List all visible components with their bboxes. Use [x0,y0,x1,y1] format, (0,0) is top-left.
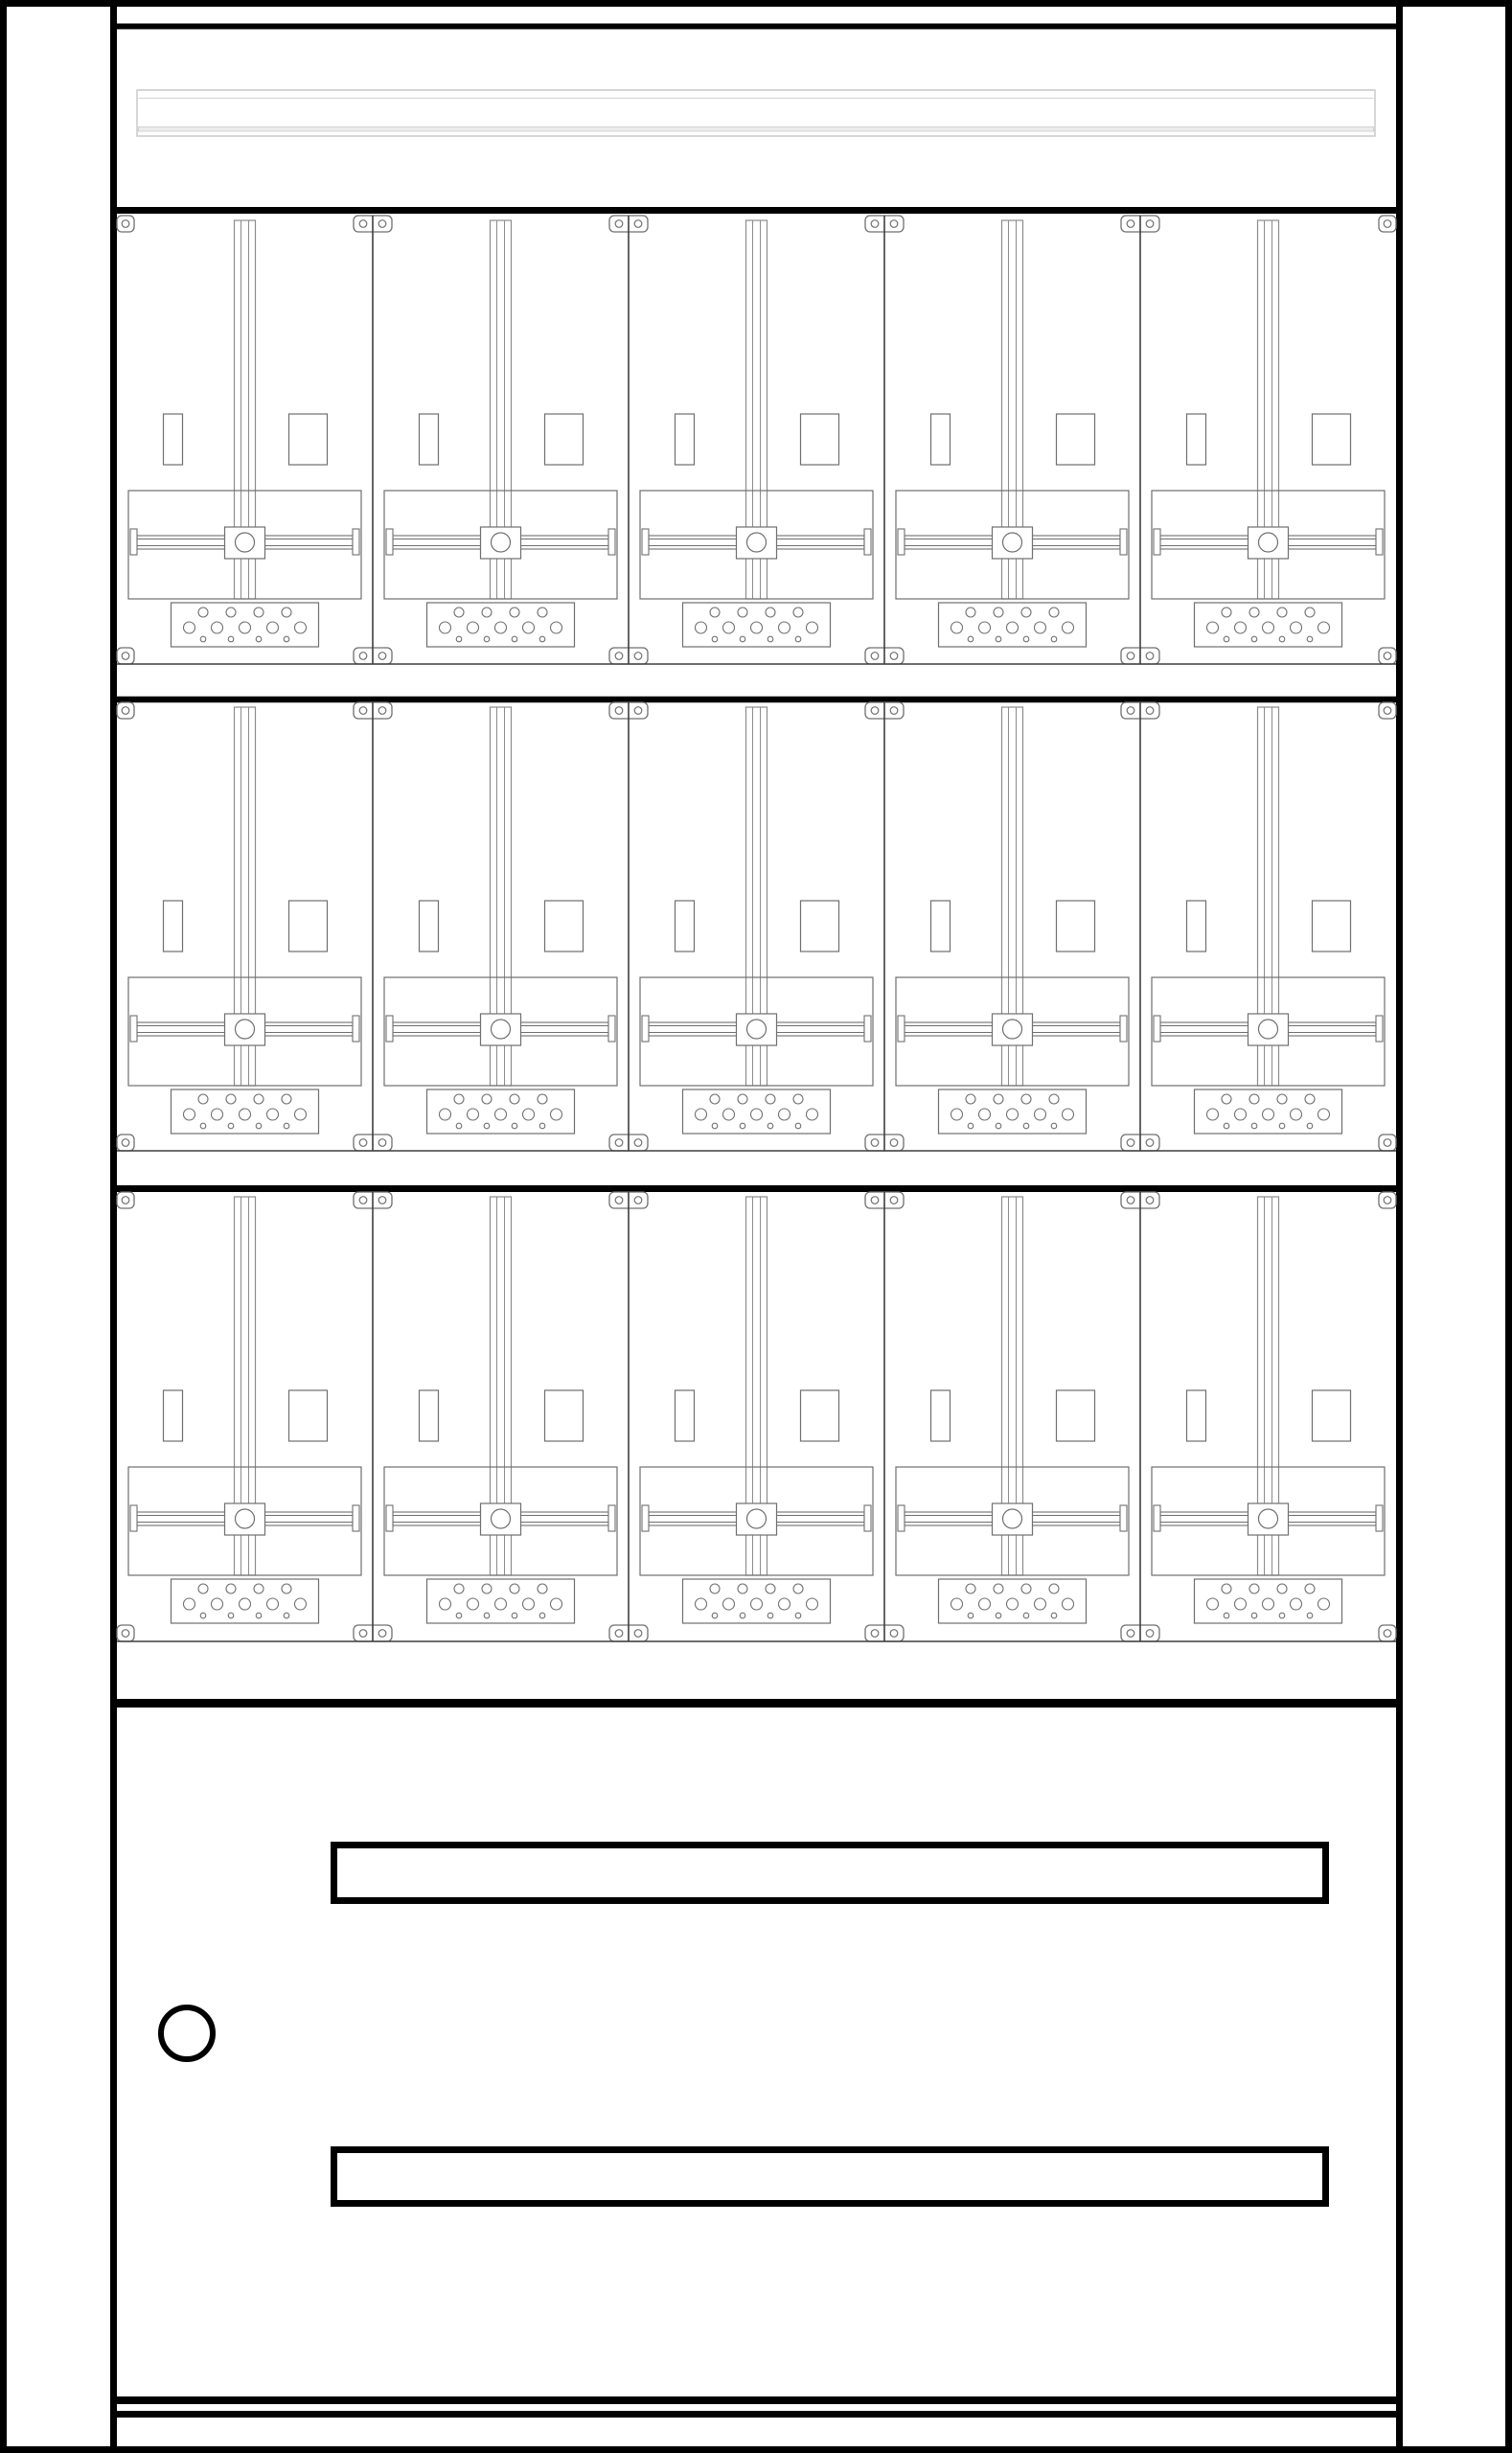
fixing-slot-left [164,414,183,465]
fixing-slot-right [1057,414,1095,465]
upper-blanking-strip [334,1845,1326,1901]
fixing-slot-right [1313,414,1351,465]
meter-rows [117,216,1396,1641]
fixing-slot-right [801,414,839,465]
label-strip-groove-bottom [139,127,1374,132]
mounting-tab [117,1192,134,1208]
meter-row-1 [117,216,1396,664]
meter-fixing-block [481,1014,521,1045]
terminal-cover [172,1089,319,1134]
crossbar-end-bracket [642,1505,649,1531]
fixing-slot-right [545,1390,584,1441]
meter-fixing-block [993,527,1033,559]
mounting-tab [1379,702,1396,719]
crossbar-end-bracket [1120,1505,1127,1531]
meter-field [640,1197,873,1623]
fixing-slot-left [1187,414,1206,465]
terminal-cover [172,603,319,647]
fixing-slot-right [289,414,328,465]
crossbar-end-bracket [1154,1016,1160,1042]
fixing-slot-left [164,1390,183,1441]
meter-row-2 [117,702,1396,1151]
crossbar-end-bracket [864,1016,871,1042]
meter-field [896,707,1129,1134]
fixing-slot-left [676,901,695,951]
crossbar-end-bracket [386,1016,393,1042]
crossbar-end-bracket [353,1016,359,1042]
fixing-slot-left [676,1390,695,1441]
header-panel [137,90,1375,136]
fixing-slot-right [289,1390,328,1441]
meter-fixing-block [993,1014,1033,1045]
fixing-slot-right [801,1390,839,1441]
terminal-cover [683,1579,831,1623]
meter-fixing-block [225,1014,265,1045]
terminal-cover [172,1579,319,1623]
fixing-slot-left [931,1390,951,1441]
crossbar-end-bracket [1376,1505,1383,1531]
terminal-cover [1195,1579,1342,1623]
fixing-slot-left [420,901,439,951]
meter-fixing-block [1249,527,1289,559]
crossbar-end-bracket [608,529,615,555]
terminal-cover [1195,603,1342,647]
meter-field [384,220,617,647]
fixing-slot-left [164,901,183,951]
fixing-slot-right [801,901,839,951]
crossbar-end-bracket [1376,1016,1383,1042]
crossbar-end-bracket [642,1016,649,1042]
mounting-tab [1379,216,1396,232]
meter-field [896,1197,1129,1623]
meter-field [128,1197,361,1623]
bottom-door-panel [161,1845,1326,2204]
meter-field [640,220,873,647]
mounting-tab [117,1135,134,1151]
fixing-slot-left [931,414,951,465]
meter-fixing-block [225,1503,265,1535]
crossbar-end-bracket [898,529,905,555]
crossbar-end-bracket [130,529,137,555]
meter-fixing-block [1249,1014,1289,1045]
crossbar-end-bracket [386,529,393,555]
fixing-slot-left [676,414,695,465]
crossbar-end-bracket [1154,529,1160,555]
terminal-cover [683,603,831,647]
crossbar-end-bracket [898,1016,905,1042]
meter-fixing-block [993,1503,1033,1535]
terminal-cover [427,603,575,647]
mounting-tab [117,1625,134,1641]
lock-hole [161,2007,213,2059]
crossbar-end-bracket [864,529,871,555]
meter-field [128,707,361,1134]
fixing-slot-right [1313,1390,1351,1441]
meter-field [640,707,873,1134]
fixing-slot-left [1187,901,1206,951]
fixing-slot-left [420,1390,439,1441]
meter-row-3 [117,1192,1396,1641]
fixing-slot-right [289,901,328,951]
terminal-cover [1195,1089,1342,1134]
fixing-slot-left [1187,1390,1206,1441]
terminal-cover [683,1089,831,1134]
meter-fixing-block [737,1503,777,1535]
crossbar-end-bracket [864,1505,871,1531]
mounting-tab [117,648,134,664]
fixing-slot-right [545,414,584,465]
mounting-tab [117,702,134,719]
terminal-cover [427,1089,575,1134]
meter-fixing-block [481,1503,521,1535]
crossbar-end-bracket [130,1016,137,1042]
fixing-slot-right [1057,1390,1095,1441]
mounting-tab [1379,1135,1396,1151]
terminal-cover [939,1579,1087,1623]
meter-field [384,1197,617,1623]
crossbar-end-bracket [1120,529,1127,555]
mounting-tab [1379,1625,1396,1641]
fixing-slot-left [931,901,951,951]
crossbar-end-bracket [353,1505,359,1531]
crossbar-end-bracket [130,1505,137,1531]
crossbar-end-bracket [1376,529,1383,555]
crossbar-end-bracket [608,1016,615,1042]
terminal-cover [427,1579,575,1623]
crossbar-end-bracket [1154,1505,1160,1531]
mounting-tab [1379,1192,1396,1208]
fixing-slot-left [420,414,439,465]
meter-fixing-block [737,1014,777,1045]
crossbar-end-bracket [898,1505,905,1531]
fixing-slot-right [1057,901,1095,951]
meter-fixing-block [481,527,521,559]
cabinet-outer-frame [4,4,1509,2450]
lower-blanking-strip [334,2150,1326,2204]
meter-fixing-block [1249,1503,1289,1535]
crossbar-end-bracket [642,529,649,555]
meter-field [1152,1197,1385,1623]
meter-field [128,220,361,647]
crossbar-end-bracket [608,1505,615,1531]
terminal-cover [939,603,1087,647]
fixing-slot-right [1313,901,1351,951]
mounting-tab [117,216,134,232]
meter-field [1152,707,1385,1134]
mounting-tab [1379,648,1396,664]
meter-field [1152,220,1385,647]
meter-fixing-block [225,527,265,559]
meter-fixing-block [737,527,777,559]
crossbar-end-bracket [386,1505,393,1531]
fixing-slot-right [545,901,584,951]
crossbar-end-bracket [353,529,359,555]
terminal-cover [939,1089,1087,1134]
meter-field [896,220,1129,647]
crossbar-end-bracket [1120,1016,1127,1042]
meter-field [384,707,617,1134]
